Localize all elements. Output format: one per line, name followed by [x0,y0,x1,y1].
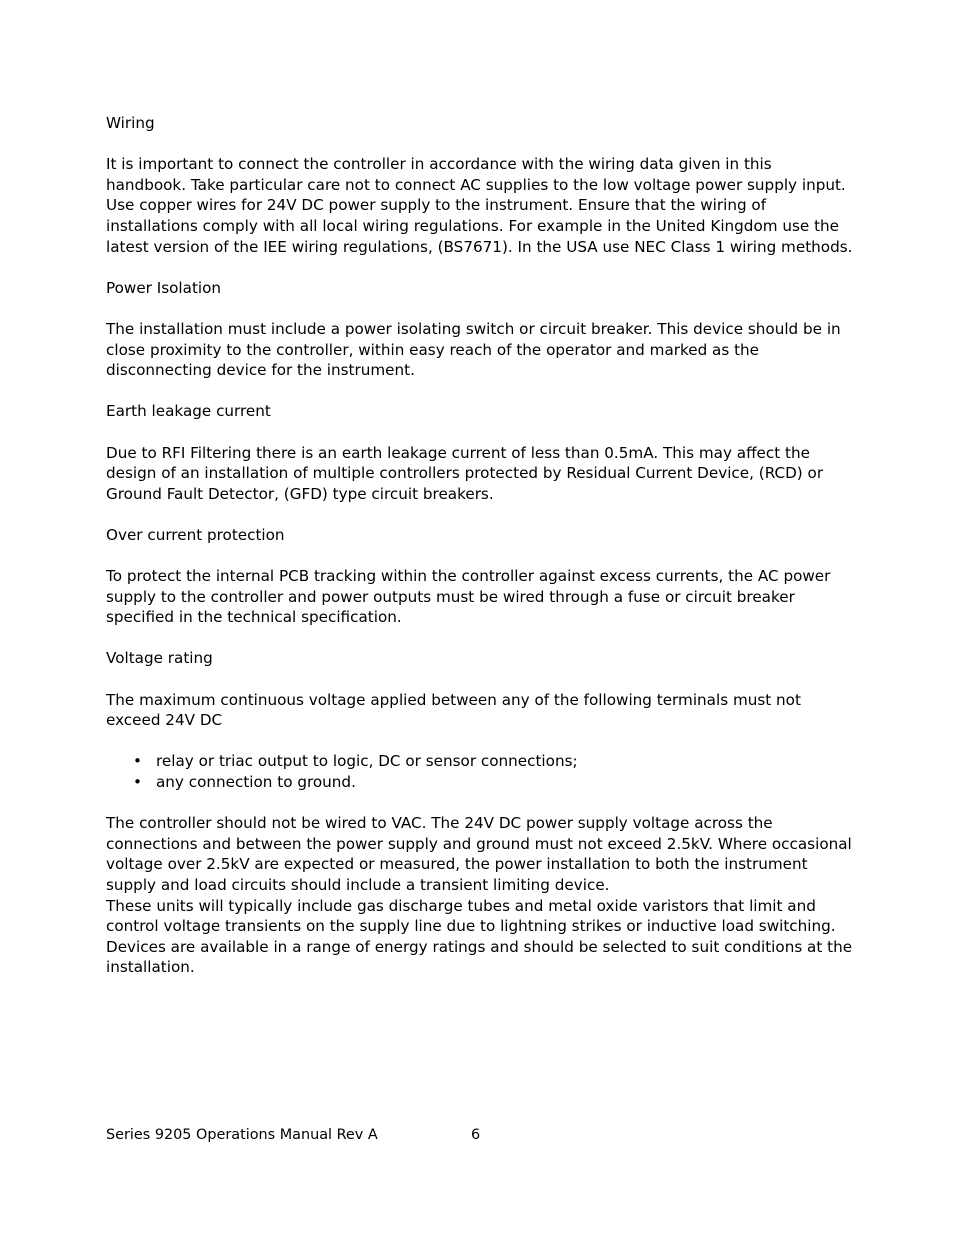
bullet-icon: • [133,773,142,791]
heading-over-current: Over current protection [106,525,285,544]
heading-wiring: Wiring [106,114,155,132]
paragraph-wiring: It is important to connect the controller in accordance with the wiring data given in this handbook. Take particular care not to connect AC supplies to the low voltage power supply input. Use copper wires for 24V DC power supply to the instrument. Ensure that the wiring of installations comply with all local wiring regulations. For example in the United Kingdom use the latest version of the IEE wiring regulations, (BS7671). In the USA use NEC Class 1 wiring methods. [106,155,853,256]
paragraph-earth-leakage: Due to RFI Filtering there is an earth leakage current of less than 0.5mA. This may affect the design of an installation of multiple controllers protected by Residual Current Device, (RCD) or Ground Fault Detector, (GFD) type circuit breakers. [106,443,824,503]
heading-voltage-rating: Voltage rating [106,649,213,668]
footer-manual-title: Series 9205 Operations Manual Rev A [106,1127,378,1143]
page-footer [106,1125,854,1145]
paragraph-over-current: To protect the internal PCB tracking within the controller against excess currents, the AC power supply to the controller and power outputs must be wired through a fuse or circuit breaker specified in the technical specification. [106,567,831,627]
document-body [106,113,854,978]
paragraph-voltage-intro: The maximum continuous voltage applied between any of the following terminals must not exceed 24V DC [106,690,801,730]
paragraph-voltage-closing-1: The controller should not be wired to VAC. The 24V DC power supply voltage across the connections and between the power supply and ground must not exceed 2.5kV. Where occasional voltage over 2.5kV are expected or measured, the power installation to both the instrument supply and load circuits should include a transient limiting device. [106,814,852,894]
paragraph-power-isolation: The installation must include a power isolating switch or circuit breaker. This device should be in close proximity to the controller, within easy reach of the operator and marked as the disconnecting device for the instrument. [106,319,841,380]
heading-earth-leakage: Earth leakage current [106,402,271,421]
bullet-icon: • [133,752,142,771]
footer-page-number: 6 [471,1127,481,1143]
list-item: • any connection to ground. [133,773,356,791]
paragraph-voltage-closing-2: These units will typically include gas discharge tubes and metal oxide varistors that limit and control voltage transients on the supply line due to lightning strikes or inductive load switching. Devices are available in a range of energy ratings and should be selected to suit conditions at the installation. [106,896,853,977]
list-item: • relay or triac output to logic, DC or sensor connections; [133,752,578,771]
bullet-list [106,751,854,792]
heading-power-isolation: Power Isolation [106,278,222,297]
